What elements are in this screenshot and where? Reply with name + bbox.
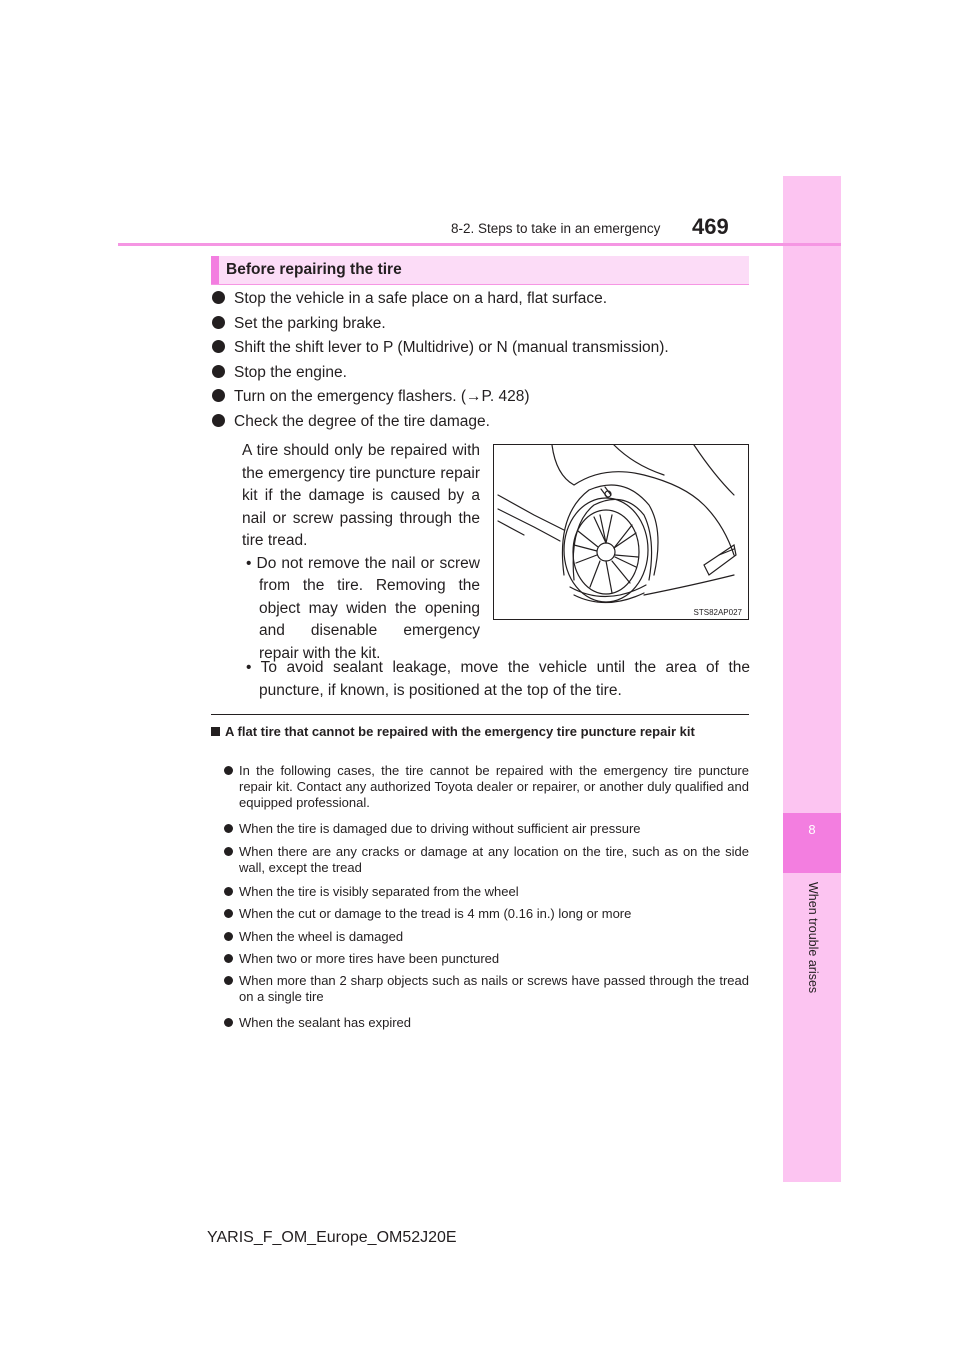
figure-code: STS82AP027 xyxy=(693,608,742,617)
bullet-dot xyxy=(212,389,225,402)
bullet-item: Shift the shift lever to P (Multidrive) or N (manual transmission). xyxy=(212,339,669,357)
bullet-dot xyxy=(224,847,233,856)
document-code-footer: YARIS_F_OM_Europe_OM52J20E xyxy=(207,1229,457,1246)
note-item: When the cut or damage to the tread is 4 mm (0.16 in.) long or more xyxy=(224,906,749,922)
bullet-item: Set the parking brake. xyxy=(212,315,386,333)
bullet-dot xyxy=(212,414,225,427)
bullet-dot xyxy=(212,340,225,353)
bullet-dot xyxy=(224,909,233,918)
bullet-dot xyxy=(224,932,233,941)
bullet-item: Stop the vehicle in a safe place on a hard, flat surface. xyxy=(212,290,607,308)
note-divider xyxy=(211,714,749,715)
flat-tire-illustration xyxy=(493,444,749,620)
note-item: When the tire is damaged due to driving without sufficient air pressure xyxy=(224,821,749,837)
header-rule xyxy=(118,243,841,246)
section-label: 8-2. Steps to take in an emergency xyxy=(451,221,661,236)
note-item: When the wheel is damaged xyxy=(224,929,749,945)
chapter-number: 8 xyxy=(808,822,816,837)
tire-damage-paragraph: A tire should only be repaired with the emergency tire puncture repair kit if the damage is caused by a nail or screw passing through the tire tread. xyxy=(242,442,480,549)
tire-damage-subnote: • Do not remove the nail or screw from the tire. Removing the object may widen the opening and disenable emergency repair with the kit. xyxy=(246,554,480,662)
tire-damage-subnote: • To avoid sealant leakage, move the vehicle until the area of the puncture, if known, is positioned at the top of the tire. xyxy=(246,659,750,699)
car-wheel-drawing xyxy=(494,445,748,619)
chapter-title-vertical xyxy=(802,882,822,1022)
section-heading: Before repairing the tire xyxy=(226,261,402,278)
note-title: A flat tire that cannot be repaired with the emergency tire puncture repair kit xyxy=(211,724,749,740)
page-number: 469 xyxy=(692,214,729,239)
note-item: When the tire is visibly separated from the wheel xyxy=(224,884,749,900)
bullet-item: Check the degree of the tire damage. xyxy=(212,413,490,431)
square-bullet-icon xyxy=(211,727,220,736)
bullet-item: Stop the engine. xyxy=(212,364,347,382)
bullet-dot xyxy=(224,766,233,775)
note-item: When more than 2 sharp objects such as nails or screws have passed through the tread on a single tire xyxy=(224,973,749,1005)
bullet-dot xyxy=(224,976,233,985)
bullet-dot xyxy=(224,887,233,896)
note-item: When the sealant has expired xyxy=(224,1015,749,1031)
chapter-side-tab xyxy=(783,176,841,1182)
note-item: In the following cases, the tire cannot be repaired with the emergency tire puncture repair kit. Contact any authorized Toyota dealer or repairer, or another duly qualified and equipped professional. xyxy=(224,763,749,811)
bullet-item: Turn on the emergency flashers. (→P. 428) xyxy=(212,388,530,406)
bullet-dot xyxy=(224,954,233,963)
bullet-dot xyxy=(212,365,225,378)
note-item: When two or more tires have been punctured xyxy=(224,951,749,967)
note-item: When there are any cracks or damage at any location on the tire, such as on the side wall, except the tread xyxy=(224,844,749,876)
tire-damage-text xyxy=(242,440,480,665)
bullet-dot xyxy=(224,824,233,833)
section-heading-accent xyxy=(211,256,219,284)
bullet-dot xyxy=(212,316,225,329)
chapter-title: When trouble arises xyxy=(806,882,820,994)
bullet-dot xyxy=(212,291,225,304)
bullet-dot xyxy=(224,1018,233,1027)
